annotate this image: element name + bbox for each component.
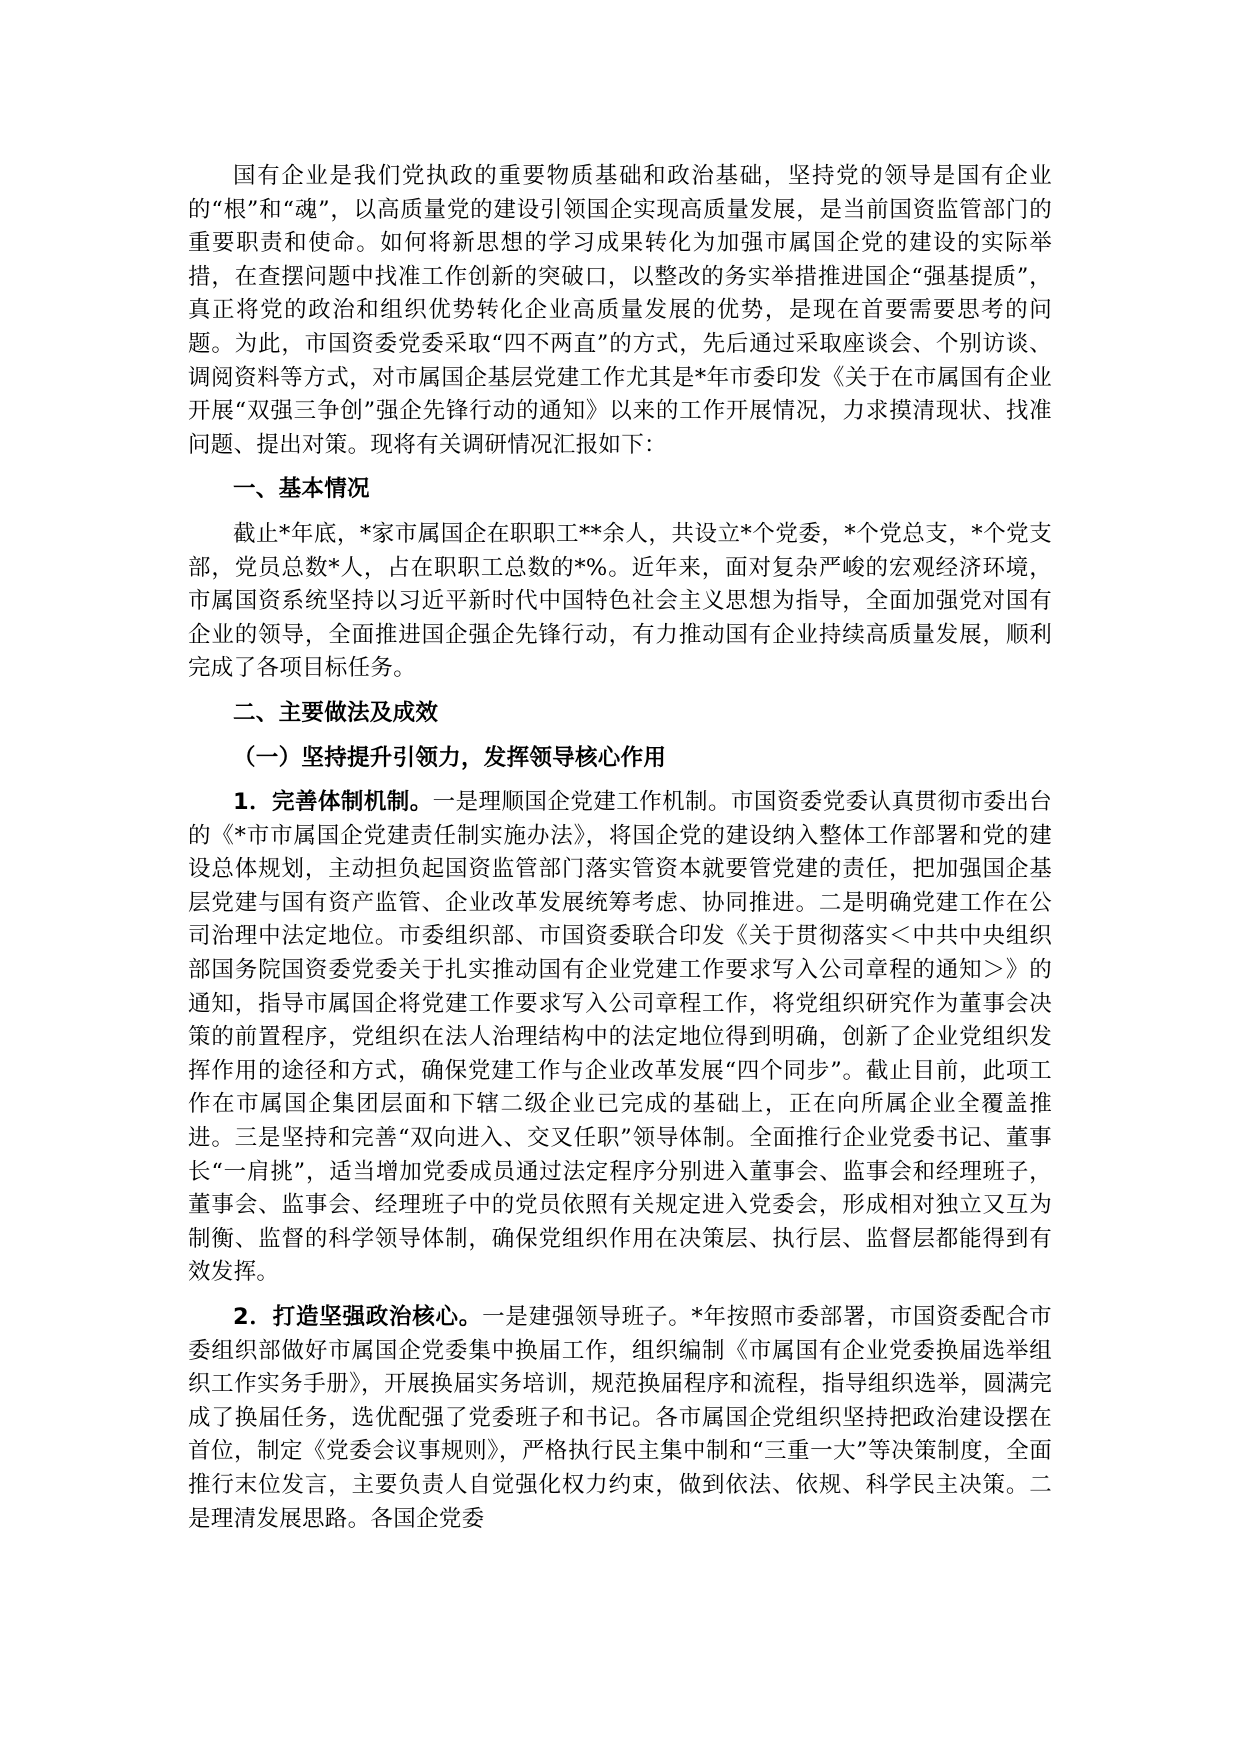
political-core-paragraph xyxy=(188,1301,1052,1536)
section-heading-practices: 二、主要做法及成效 xyxy=(233,699,439,726)
mechanism-lead: 1．完善体制机制。 xyxy=(233,789,433,816)
paragraph-gap xyxy=(188,1290,1052,1301)
mechanism-paragraph xyxy=(188,786,1052,1290)
subsection-heading-leadership: （一）坚持提升引领力，发挥领导核心作用 xyxy=(233,744,667,771)
intro-paragraph: 国有企业是我们党执政的重要物质基础和政治基础，坚持党的领导是国有企业的“根”和“魂”，以高质量党的建设引领国企实现高质量发展，是当前国资监管部门的重要职责和使命。如何将新思想的学习成果转化为加强市属国企党的建设的实际举措，在查摆问题中找准工作创新的突破口，以整改的务实举措推进国企“强基提质”，真正将党的政治和组织优势转化企业高质量发展的优势，是现在首要需要思考的问题。为此，市国资委党委采取“四不两直”的方式，先后通过采取座谈会、个别访谈、调阅资料等方式，对市属国企基层党建工作尤其是*年市委印发《关于在市属国有企业开展“双强三争创”强企先锋行动的通知》以来的工作开展情况，力求摸清现状、找准问题、提出对策。现将有关调研情况汇报如下： xyxy=(188,163,1052,458)
section-heading-basic: 一、基本情况 xyxy=(233,476,370,503)
basic-situation-paragraph: 截止*年底，*家市属国企在职职工**余人，共设立*个党委，*个党总支，*个党支部，党员总数*人，占在职职工总数的*%。近年来，面对复杂严峻的宏观经济环境，市属国资系统坚持以习近平新时代中国特色社会主义思想为指导，全面加强党对国有企业的领导，全面推进国企强企先锋行动，有力推动国有企业持续高质量发展，顺利完成了各项目标任务。 xyxy=(188,520,1052,682)
document-body xyxy=(188,160,1052,1536)
mechanism-body: 一是理顺国企党建工作机制。市国资委党委认真贯彻市委出台的《*市市属国企党建责任制实施办法》，将国企党的建设纳入整体工作部署和党的建设总体规划，主动担负起国资监管部门落实管资本就要管党建的责任，把加强国企基层党建与国有资产监管、企业改革发展统筹考虑、协同推进。二是明确党建工作在公司治理中法定地位。市委组织部、市国资委联合印发《关于贯彻落实＜中共中央组织部国务院国资委党委关于扎实推动国有企业党建工作要求写入公司章程的通知＞》的通知，指导市属国企将党建工作要求写入公司章程工作，将党组织研究作为董事会决策的前置程序，党组织在法人治理结构中的法定地位得到明确，创新了企业党组织发挥作用的途径和方式，确保党建工作与企业改革发展“四个同步”。截止目前，此项工作在市属国企集团层面和下辖二级企业已完成的基础上，正在向所属企业全覆盖推进。三是坚持和完善“双向进入、交叉任职”领导体制。全面推行企业党委书记、董事长“一肩挑”，适当增加党委成员通过法定程序分别进入董事会、监事会和经理班子，董事会、监事会、经理班子中的党员依照有关规定进入党委会，形成相对独立又互为制衡、监督的科学领导体制，确保党组织作用在决策层、执行层、监督层都能得到有效发挥。 xyxy=(188,789,1052,1286)
political-core-lead: 2．打造坚强政治核心。 xyxy=(233,1304,483,1330)
political-core-body: 一是建强领导班子。*年按照市委部署，市国资委配合市委组织部做好市属国企党委集中换届工作，组织编制《市属国有企业党委换届选举组织工作实务手册》，开展换届实务培训，规范换届程序和流程，指导组织选举，圆满完成了换届任务，选优配强了党委班子和书记。各市属国企党组织坚持把政治建设摆在首位，制定《党委会议事规则》，严格执行民主集中制和“三重一大”等决策制度，全面推行末位发言，主要负责人自觉强化权力约束，做到依法、依规、科学民主决策。二是理清发展思路。各国企党委 xyxy=(188,1304,1052,1532)
